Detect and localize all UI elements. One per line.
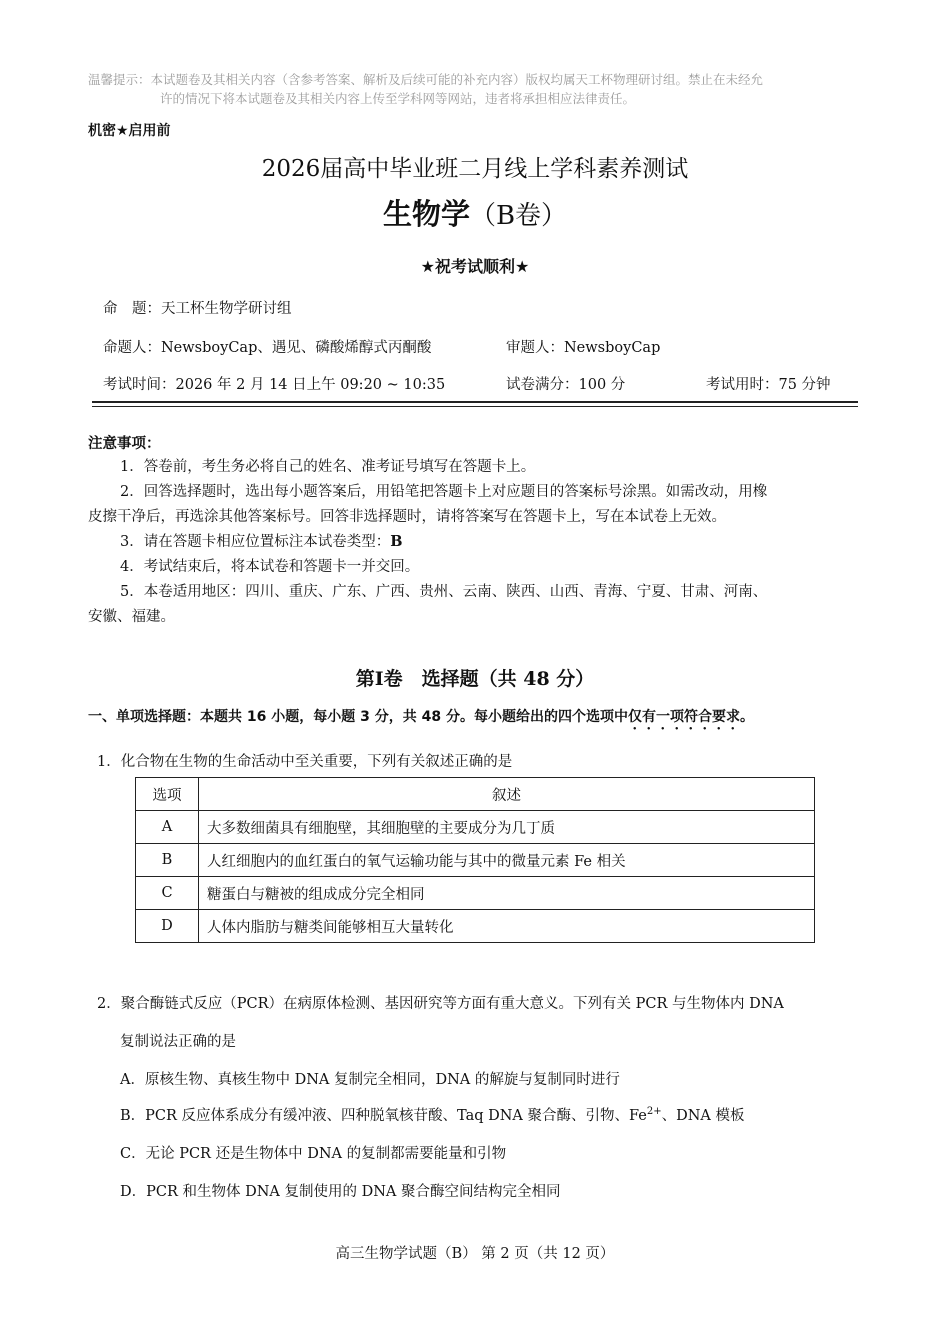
part-heading-emphasis: 仅有一项符合要求 <box>627 709 740 725</box>
q2-option-d: D．PCR 和生物体 DNA 复制使用的 DNA 聚合酶空间结构完全相同 <box>120 1184 561 1200</box>
proposer-line: 命 题：天工杯生物学研讨组 <box>103 301 292 317</box>
duration-line: 考试用时：75 分钟 <box>706 377 831 393</box>
table-row <box>136 910 815 943</box>
q2-option-b-tail: 、DNA 模板 <box>661 1108 745 1124</box>
note-2: 2．回答选择题时，选出每小题答案后，用铅笔把答题卡上对应题目的答案标号涂黑。如需改动，用橡 <box>120 484 768 500</box>
q2-option-a: A．原核生物、真核生物中 DNA 复制完全相同，DNA 的解旋与复制同时进行 <box>120 1072 620 1088</box>
table-row <box>136 844 815 877</box>
note-3-text: 3．请在答题卡相应位置标注本试卷类型： <box>120 534 391 550</box>
full-score-line: 试卷满分：100 分 <box>506 377 626 393</box>
option-text: 糖蛋白与糖被的组成成分完全相同 <box>199 877 815 910</box>
note-4: 4．考试结束后，将本试卷和答题卡一并交回。 <box>120 559 420 575</box>
q2-stem-line-2: 复制说法正确的是 <box>120 1034 236 1050</box>
q2-option-b-charge: 2+ <box>646 1106 662 1118</box>
note-2-cont: 皮擦干净后，再选涂其他答案标号。回答非选择题时，请将答案写在答题卡上，写在本试卷上无效。 <box>88 509 726 525</box>
section-title: 第Ⅰ卷 选择题（共 48 分） <box>355 668 595 690</box>
note-1: 1．答卷前，考生务必将自己的姓名、准考证号填写在答题卡上。 <box>120 459 536 475</box>
header-option: 选项 <box>136 778 199 811</box>
table-row <box>136 877 815 910</box>
option-text: 大多数细菌具有细胞壁，其细胞壁的主要成分为几丁质 <box>199 811 815 844</box>
q2-option-c: C．无论 PCR 还是生物体中 DNA 的复制都需要能量和引物 <box>120 1146 507 1162</box>
header-rule-thin <box>92 406 858 407</box>
q1-options-table <box>135 777 815 943</box>
exam-title: 2026届高中毕业班二月线上学科素养测试 <box>261 156 689 182</box>
paper-type: （B卷） <box>469 201 568 231</box>
option-letter: C <box>136 877 199 910</box>
notice-line-2: 许的情况下将本试题卷及其相关内容上传至学科网等网站，违者将承担相应法律责任。 <box>160 91 636 106</box>
copyright-notice <box>88 70 868 108</box>
header-description: 叙述 <box>199 778 815 811</box>
page-footer: 高三生物学试题（B） 第 2 页（共 12 页） <box>335 1246 615 1262</box>
q1-stem: 1．化合物在生物的生命活动中至关重要，下列有关叙述正确的是 <box>97 754 513 770</box>
good-luck-line: ★祝考试顺利★ <box>420 257 530 276</box>
table-header-row <box>136 778 815 811</box>
note-5-cont: 安徽、福建。 <box>88 609 175 625</box>
option-letter: D <box>136 910 199 943</box>
option-text: 人红细胞内的血红蛋白的氧气运输功能与其中的微量元素 Fe 相关 <box>199 844 815 877</box>
subject-name: 生物学 <box>382 197 470 231</box>
option-letter: A <box>136 811 199 844</box>
note-3-type: B <box>390 533 403 550</box>
exam-time-line: 考试时间：2026 年 2 月 14 日上午 09:20 ~ 10:35 <box>103 377 446 393</box>
notice-line-1: 温馨提示：本试题卷及其相关内容（含参考答案、解析及后续可能的补充内容）版权均属天工杯物理研讨组。禁止在未经允 <box>88 72 764 87</box>
notes-title: 注意事项： <box>88 436 161 452</box>
part-heading-end: 。 <box>739 709 754 725</box>
part-heading <box>88 706 754 733</box>
note-5: 5．本卷适用地区：四川、重庆、广东、广西、贵州、云南、陕西、山西、青海、宁夏、甘肃、河南、 <box>120 584 768 600</box>
table-row <box>136 811 815 844</box>
option-text: 人体内脂肪与糖类间能够相互大量转化 <box>199 910 815 943</box>
note-3 <box>120 530 403 554</box>
q2-option-b <box>120 1104 745 1125</box>
part-heading-text: 一、单项选择题：本题共 16 小题，每小题 3 分，共 48 分。每小题给出的四个选项中 <box>88 709 628 725</box>
option-letter: B <box>136 844 199 877</box>
confidential-label: 机密★启用前 <box>88 123 171 139</box>
subject-title <box>0 192 950 233</box>
authors-line: 命题人：NewsboyCap、遇见、磷酸烯醇式丙酮酸 <box>103 340 432 356</box>
reviewer-line: 审题人：NewsboyCap <box>506 340 661 356</box>
header-rule-thick <box>92 401 858 403</box>
q2-stem-line-1: 2．聚合酶链式反应（PCR）在病原体检测、基因研究等方面有重大意义。下列有关 PCR 与生物体内 DNA <box>97 996 784 1012</box>
q2-option-b-text: B．PCR 反应体系成分有缓冲液、四种脱氧核苷酸、Taq DNA 聚合酶、引物、Fe <box>120 1108 647 1124</box>
